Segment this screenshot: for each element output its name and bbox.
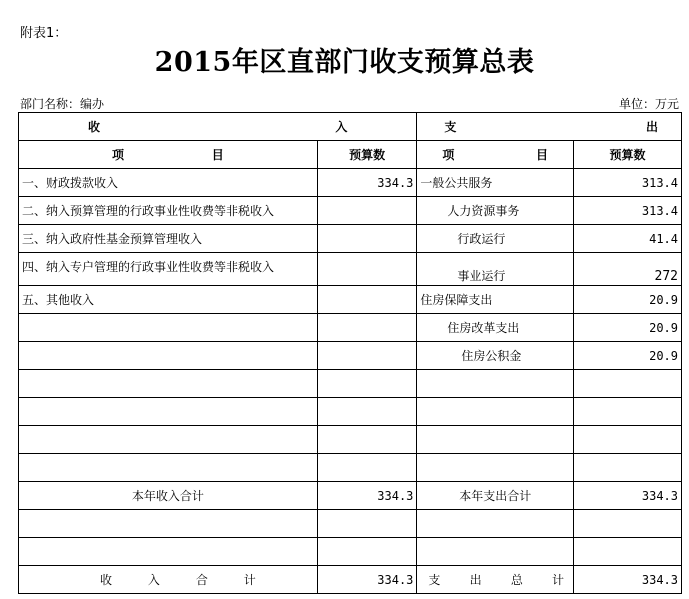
year-expense-total-value: 334.3 — [574, 482, 682, 510]
grand-income-total-value: 334.3 — [317, 566, 417, 594]
grand-expense-total-label: 支 出 总 计 — [417, 566, 574, 594]
year-income-total-label: 本年收入合计 — [19, 482, 318, 510]
expense-section-header — [417, 113, 682, 141]
income-value: 334.3 — [317, 169, 417, 197]
expense-value: 20.9 — [574, 314, 682, 342]
year-income-total-value: 334.3 — [317, 482, 417, 510]
table-row — [19, 225, 682, 253]
income-value — [317, 225, 417, 253]
table-row — [19, 197, 682, 225]
expense-item: 住房公积金 — [417, 342, 574, 370]
expense-value: 313.4 — [574, 197, 682, 225]
table-row-empty — [19, 426, 682, 454]
income-value — [317, 342, 417, 370]
expense-value: 313.4 — [574, 169, 682, 197]
table-row-empty — [19, 398, 682, 426]
table-row — [19, 169, 682, 197]
expense-item: 行政运行 — [417, 225, 574, 253]
expense-budget-header: 预算数 — [574, 141, 682, 169]
table-row-empty — [19, 510, 682, 538]
income-item: 三、纳入政府性基金预算管理收入 — [19, 225, 318, 253]
table-row-empty — [19, 538, 682, 566]
income-value — [317, 253, 417, 286]
expense-header-left: 支 — [444, 120, 457, 134]
header-row-income-expense — [19, 113, 682, 141]
page-title: 2015年区直部门收支预算总表 — [154, 47, 535, 78]
expense-value: 20.9 — [574, 342, 682, 370]
expense-item: 住房保障支出 — [417, 286, 574, 314]
exp-item-header-right: 目 — [536, 148, 549, 162]
income-item: 五、其他收入 — [19, 286, 318, 314]
income-value — [317, 197, 417, 225]
expense-value: 20.9 — [574, 286, 682, 314]
table-row — [19, 342, 682, 370]
income-value — [317, 314, 417, 342]
unit-label: 单位：万元 — [618, 97, 679, 111]
expense-item: 人力资源事务 — [417, 197, 574, 225]
budget-table — [18, 112, 682, 594]
grand-income-total-label: 收 入 合 计 — [19, 566, 318, 594]
table-row — [19, 286, 682, 314]
table-row — [19, 314, 682, 342]
income-item: 四、纳入专户管理的行政事业性收费等非税收入 — [19, 253, 318, 286]
income-item — [19, 314, 318, 342]
income-budget-header: 预算数 — [317, 141, 417, 169]
income-item-header — [19, 141, 318, 169]
expense-item: 一般公共服务 — [417, 169, 574, 197]
income-value — [317, 286, 417, 314]
income-item: 一、财政拨款收入 — [19, 169, 318, 197]
expense-value: 41.4 — [574, 225, 682, 253]
grand-expense-total-value: 334.3 — [574, 566, 682, 594]
expense-value: 272 — [574, 253, 682, 286]
year-total-row — [19, 482, 682, 510]
table-row-empty — [19, 370, 682, 398]
annex-label: 附表1： — [20, 26, 68, 41]
income-header-right: 入 — [335, 120, 348, 134]
income-item — [19, 342, 318, 370]
exp-item-header-left: 项 — [442, 148, 455, 162]
expense-header-right: 出 — [645, 120, 658, 134]
department-name: 部门名称：编办 — [20, 97, 105, 111]
year-expense-total-label: 本年支出合计 — [417, 482, 574, 510]
table-row — [19, 253, 682, 286]
header-row-columns — [19, 141, 682, 169]
income-section-header — [19, 113, 417, 141]
expense-item: 事业运行 — [417, 253, 574, 286]
item-header-right: 目 — [211, 148, 224, 162]
income-header-left: 收 — [88, 120, 101, 134]
item-header-left: 项 — [112, 148, 125, 162]
expense-item-header — [417, 141, 574, 169]
grand-total-row — [19, 566, 682, 594]
income-item: 二、纳入预算管理的行政事业性收费等非税收入 — [19, 197, 318, 225]
expense-item: 住房改革支出 — [417, 314, 574, 342]
table-row-empty — [19, 454, 682, 482]
